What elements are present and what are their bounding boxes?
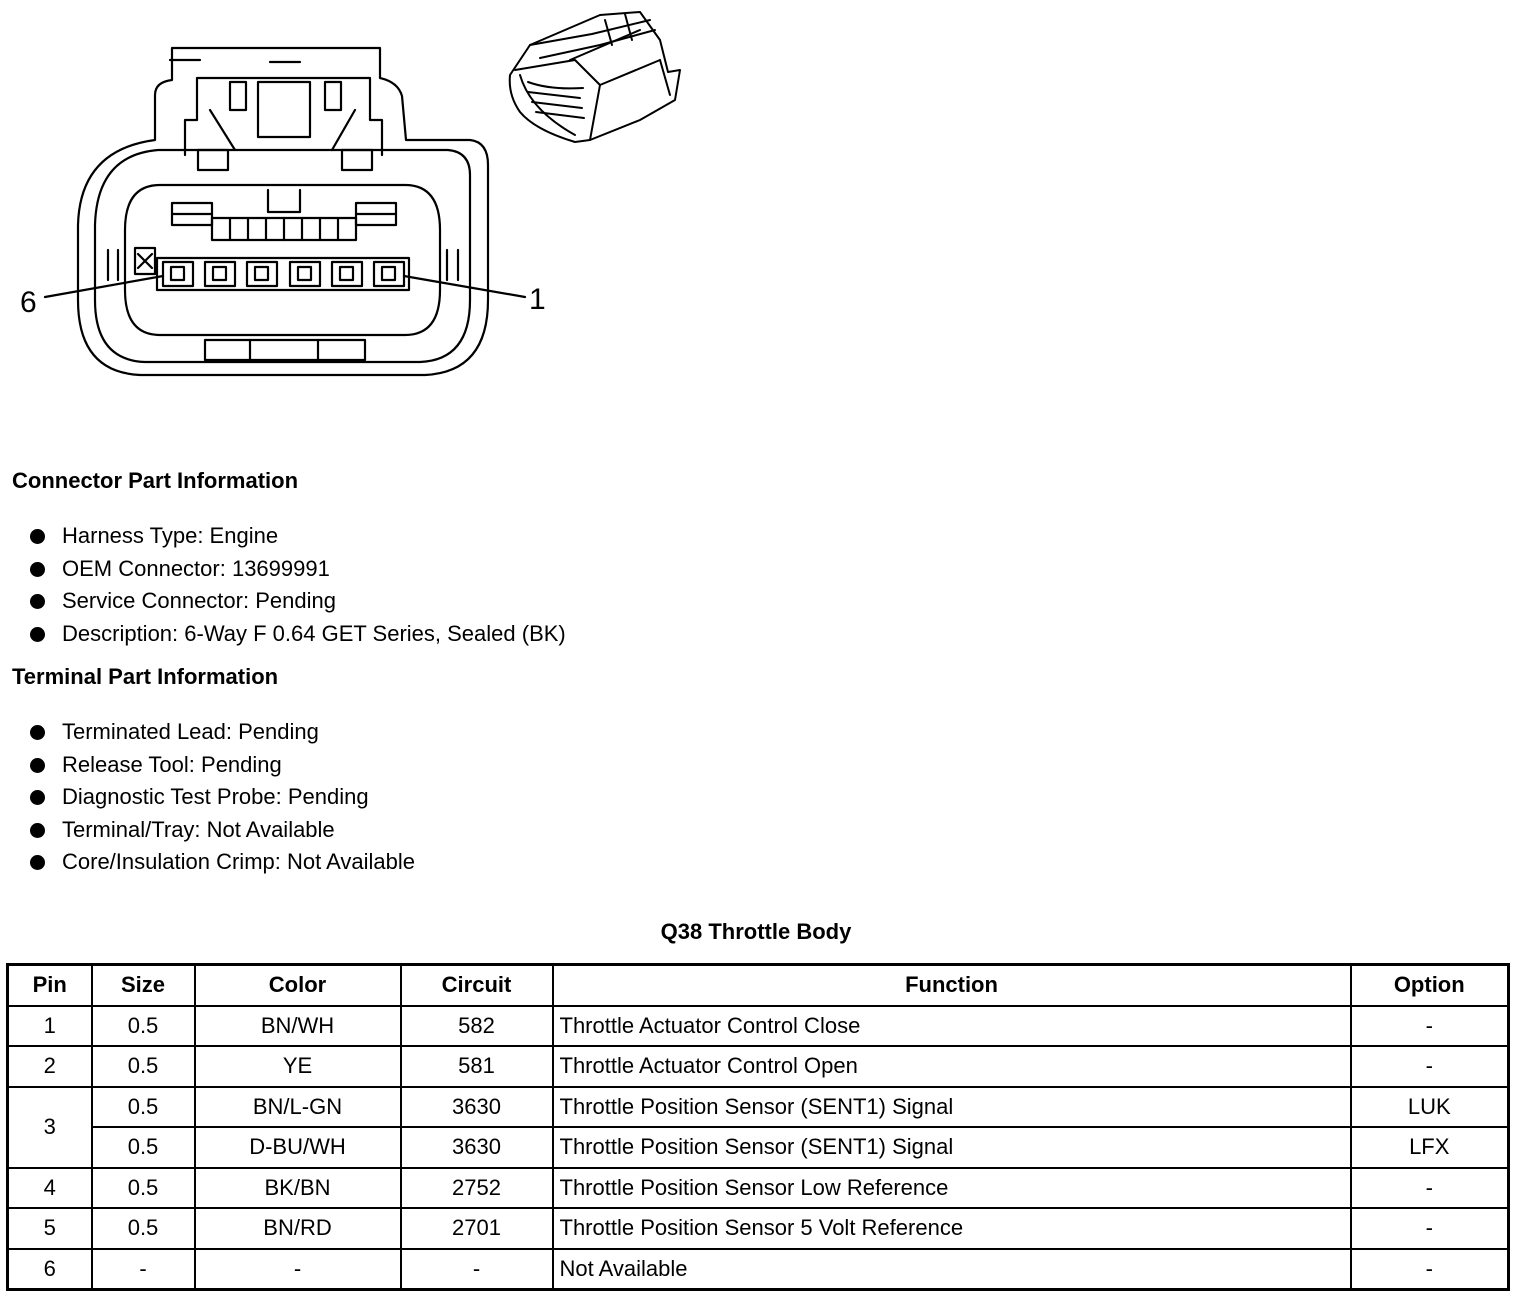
- cell-circuit: -: [401, 1249, 553, 1290]
- cell-circuit: 2701: [401, 1208, 553, 1249]
- cell-option: -: [1351, 1046, 1509, 1087]
- cell-circuit: 3630: [401, 1087, 553, 1128]
- cell-function: Throttle Position Sensor (SENT1) Signal: [553, 1127, 1351, 1168]
- cell-color: -: [195, 1249, 401, 1290]
- bullet-icon: [30, 823, 45, 838]
- cell-function: Throttle Position Sensor 5 Volt Reference: [553, 1208, 1351, 1249]
- header-function: Function: [553, 965, 1351, 1006]
- cell-option: -: [1351, 1208, 1509, 1249]
- cell-function: Throttle Actuator Control Close: [553, 1006, 1351, 1047]
- bullet-icon: [30, 594, 45, 609]
- bullet-icon: [30, 725, 45, 740]
- cell-circuit: 3630: [401, 1127, 553, 1168]
- cell-size: 0.5: [92, 1208, 195, 1249]
- cell-pin: 2: [8, 1046, 92, 1087]
- cell-circuit: 581: [401, 1046, 553, 1087]
- cell-pin: 1: [8, 1006, 92, 1047]
- cell-color: BN/WH: [195, 1006, 401, 1047]
- bullet-icon: [30, 627, 45, 642]
- table-row: [8, 1006, 1509, 1047]
- cell-option: -: [1351, 1006, 1509, 1047]
- cell-circuit: 582: [401, 1006, 553, 1047]
- cell-pin: 6: [8, 1249, 92, 1290]
- pin-6-leader: [45, 276, 163, 297]
- cell-function: Throttle Position Sensor Low Reference: [553, 1168, 1351, 1209]
- cell-size: 0.5: [92, 1168, 195, 1209]
- cell-size: 0.5: [92, 1127, 195, 1168]
- terminal-pins: [163, 262, 404, 286]
- pin-1-leader: [404, 276, 525, 297]
- table-row: [8, 1249, 1509, 1290]
- connector-info-heading: Connector Part Information: [12, 468, 299, 493]
- list-item: Harness Type: Engine: [30, 520, 566, 553]
- terminal-block: [157, 258, 409, 290]
- cell-function: Throttle Position Sensor (SENT1) Signal: [553, 1087, 1351, 1128]
- table-row: [8, 1208, 1509, 1249]
- list-item: Core/Insulation Crimp: Not Available: [30, 846, 415, 879]
- bullet-icon: [30, 529, 45, 544]
- header-size: Size: [92, 965, 195, 1006]
- cell-color: BN/L-GN: [195, 1087, 401, 1128]
- list-item: Release Tool: Pending: [30, 749, 415, 782]
- list-item: Diagnostic Test Probe: Pending: [30, 781, 415, 814]
- connector-face-diagram: [0, 0, 700, 400]
- cell-color: D-BU/WH: [195, 1127, 401, 1168]
- terminal-info-heading: Terminal Part Information: [12, 664, 279, 689]
- bullet-icon: [30, 758, 45, 773]
- table-header-row: [8, 965, 1509, 1006]
- header-pin: Pin: [8, 965, 92, 1006]
- list-item: Service Connector: Pending: [30, 585, 566, 618]
- cell-size: 0.5: [92, 1087, 195, 1128]
- cell-option: LFX: [1351, 1127, 1509, 1168]
- pin-1-label: 1: [529, 283, 546, 316]
- list-item: OEM Connector: 13699991: [30, 553, 566, 586]
- table-row: [8, 1168, 1509, 1209]
- cell-color: BN/RD: [195, 1208, 401, 1249]
- table-row: [8, 1127, 1509, 1168]
- cell-option: -: [1351, 1168, 1509, 1209]
- bullet-icon: [30, 855, 45, 870]
- connector-3d-view: [510, 12, 680, 142]
- bullet-icon: [30, 790, 45, 805]
- connector-info-list: [30, 520, 566, 650]
- cell-size: 0.5: [92, 1006, 195, 1047]
- cell-color: YE: [195, 1046, 401, 1087]
- cell-pin: 4: [8, 1168, 92, 1209]
- list-item: Terminal/Tray: Not Available: [30, 814, 415, 847]
- list-item: Terminated Lead: Pending: [30, 716, 415, 749]
- header-option: Option: [1351, 965, 1509, 1006]
- cell-option: -: [1351, 1249, 1509, 1290]
- table-title: Q38 Throttle Body: [660, 919, 852, 944]
- cell-pin: 3: [8, 1087, 92, 1168]
- pinout-table: [6, 963, 1510, 1291]
- pin-6-label: 6: [20, 286, 37, 319]
- bullet-icon: [30, 562, 45, 577]
- cell-circuit: 2752: [401, 1168, 553, 1209]
- header-color: Color: [195, 965, 401, 1006]
- cell-option: LUK: [1351, 1087, 1509, 1128]
- terminal-info-list: [30, 716, 415, 879]
- cell-size: -: [92, 1249, 195, 1290]
- table-row: [8, 1046, 1509, 1087]
- cell-color: BK/BN: [195, 1168, 401, 1209]
- header-circuit: Circuit: [401, 965, 553, 1006]
- table-row: [8, 1087, 1509, 1128]
- cell-pin: 5: [8, 1208, 92, 1249]
- cell-function: Throttle Actuator Control Open: [553, 1046, 1351, 1087]
- cell-size: 0.5: [92, 1046, 195, 1087]
- list-item: Description: 6-Way F 0.64 GET Series, Sealed (BK): [30, 618, 566, 651]
- cell-function: Not Available: [553, 1249, 1351, 1290]
